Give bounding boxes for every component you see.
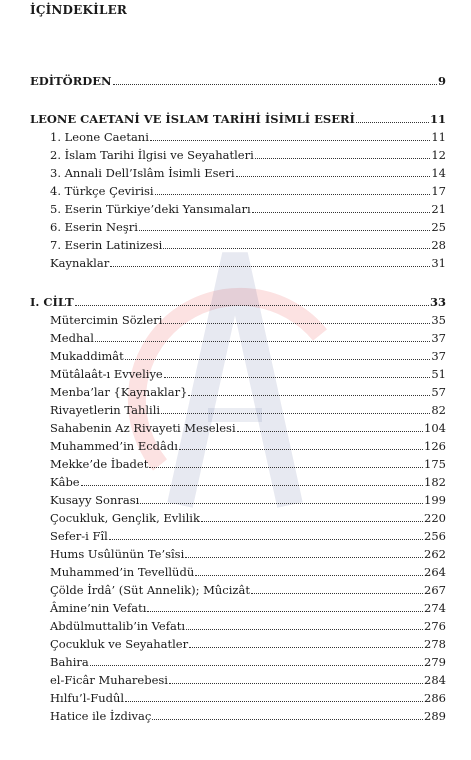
dot-leader bbox=[125, 359, 431, 360]
toc-entry[interactable] bbox=[50, 545, 446, 561]
toc-page-number: 289 bbox=[424, 709, 446, 723]
toc-page-number: 25 bbox=[431, 220, 446, 234]
toc-page-number: 35 bbox=[431, 313, 446, 327]
toc-page-number: 82 bbox=[431, 403, 446, 417]
toc-page-number: 274 bbox=[424, 601, 446, 615]
toc-entry[interactable] bbox=[50, 707, 446, 723]
toc-entry-label: 2. İslam Tarihi İlgisi ve Seyahatleri bbox=[50, 148, 254, 162]
toc-page-number: 14 bbox=[431, 166, 446, 180]
toc-page-number: 220 bbox=[424, 511, 446, 525]
dot-leader bbox=[236, 176, 431, 177]
toc-page-number: 31 bbox=[431, 256, 446, 270]
toc-page-number: 28 bbox=[431, 238, 446, 252]
toc-entry-label: 3. Annali Dell’Islâm İsimli Eseri bbox=[50, 166, 235, 180]
dot-leader bbox=[169, 683, 423, 684]
toc-entry[interactable] bbox=[50, 383, 446, 399]
toc-entry[interactable] bbox=[50, 347, 446, 363]
toc-entry[interactable] bbox=[50, 419, 446, 435]
toc-entry[interactable] bbox=[50, 437, 446, 453]
dot-leader bbox=[252, 212, 431, 213]
toc-page-number: 278 bbox=[424, 637, 446, 651]
dot-leader bbox=[81, 485, 423, 486]
dot-leader bbox=[251, 593, 423, 594]
toc-entry[interactable] bbox=[50, 527, 446, 543]
toc-page-number: 256 bbox=[424, 529, 446, 543]
dot-leader bbox=[255, 158, 431, 159]
dot-leader bbox=[188, 395, 430, 396]
dot-leader bbox=[75, 305, 429, 306]
dot-leader bbox=[113, 84, 437, 85]
toc-entry[interactable] bbox=[50, 329, 446, 345]
toc-entry-label: Medhal bbox=[50, 331, 94, 345]
toc-entry-label: 5. Eserin Türkiye’deki Yansımaları bbox=[50, 202, 251, 216]
toc-entry-label: Bahira bbox=[50, 655, 89, 669]
toc-entry[interactable] bbox=[50, 581, 446, 597]
toc-page-number: 264 bbox=[424, 565, 446, 579]
toc-entry[interactable] bbox=[50, 509, 446, 525]
dot-leader bbox=[195, 575, 423, 576]
toc-page-number: 262 bbox=[424, 547, 446, 561]
toc-entry-label: Çocukluk ve Seyahatler bbox=[50, 637, 189, 651]
toc-page-number: 276 bbox=[424, 619, 446, 633]
toc-entry[interactable] bbox=[50, 671, 446, 687]
toc-entry[interactable] bbox=[50, 617, 446, 633]
toc-entry[interactable] bbox=[50, 254, 446, 270]
toc-entry[interactable] bbox=[50, 128, 446, 144]
page-title: İÇİNDEKİLER bbox=[30, 3, 128, 17]
toc-entry-label: Sahabenin Az Rivayeti Meselesi bbox=[50, 421, 236, 435]
dot-leader bbox=[110, 266, 430, 267]
toc-entry-label: Kusayy Sonrası bbox=[50, 493, 140, 507]
toc-page-number: 21 bbox=[431, 202, 446, 216]
toc-entry-label: Sefer-i Fîl bbox=[50, 529, 108, 543]
dot-leader bbox=[164, 377, 431, 378]
toc-section-heading[interactable] bbox=[30, 72, 446, 88]
toc-page-number: 57 bbox=[431, 385, 446, 399]
toc-entry[interactable] bbox=[50, 401, 446, 417]
dot-leader bbox=[179, 449, 423, 450]
toc-entry[interactable] bbox=[50, 146, 446, 162]
toc-page-number: 104 bbox=[424, 421, 446, 435]
toc-page-number: 9 bbox=[437, 74, 446, 88]
toc-entry-label: I. CİLT bbox=[30, 295, 74, 309]
toc-page-number: 12 bbox=[431, 148, 446, 162]
dot-leader bbox=[189, 647, 423, 648]
toc-entry-label: 6. Eserin Neşri bbox=[50, 220, 138, 234]
toc-entry[interactable] bbox=[50, 635, 446, 651]
toc-page-number: 267 bbox=[424, 583, 446, 597]
dot-leader bbox=[163, 248, 430, 249]
toc-page-number: 17 bbox=[431, 184, 446, 198]
toc-page-number: 286 bbox=[424, 691, 446, 705]
dot-leader bbox=[152, 719, 423, 720]
toc-entry-label: Çölde İrdâ’ (Süt Annelik); Mûcizât bbox=[50, 583, 250, 597]
toc-entry-label: Abdülmuttalib’in Vefatı bbox=[50, 619, 186, 633]
toc-entry-label: Kaynaklar bbox=[50, 256, 110, 270]
toc-entry[interactable] bbox=[50, 164, 446, 180]
toc-page-number: 33 bbox=[429, 295, 446, 309]
toc-entry-label: Âmine’nin Vefatı bbox=[50, 601, 147, 615]
toc-entry[interactable] bbox=[50, 599, 446, 615]
dot-leader bbox=[109, 539, 423, 540]
dot-leader bbox=[356, 122, 429, 123]
toc-entry-label: Muhammed’in Tevellüdü bbox=[50, 565, 195, 579]
toc-page-number: 284 bbox=[424, 673, 446, 687]
dot-leader bbox=[149, 467, 423, 468]
toc-entry[interactable] bbox=[50, 491, 446, 507]
toc-entry[interactable] bbox=[50, 653, 446, 669]
toc-entry[interactable] bbox=[50, 218, 446, 234]
toc-entry-label: Hatice ile İzdivaç bbox=[50, 709, 152, 723]
dot-leader bbox=[147, 611, 423, 612]
toc-page-number: 11 bbox=[431, 130, 446, 144]
toc-entry-label: Muhammed’in Ecdâdı bbox=[50, 439, 178, 453]
toc-entry-label: Mukaddimât bbox=[50, 349, 124, 363]
toc-entry-label: Mütercimin Sözleri bbox=[50, 313, 163, 327]
toc-entry-label: Menba’lar {Kaynaklar} bbox=[50, 385, 188, 399]
dot-leader bbox=[161, 413, 430, 414]
dot-leader bbox=[155, 194, 431, 195]
toc-page-number: 126 bbox=[424, 439, 446, 453]
toc-page-number: 37 bbox=[431, 331, 446, 345]
dot-leader bbox=[201, 521, 423, 522]
toc-entry-label: Rivayetlerin Tahlili bbox=[50, 403, 161, 417]
toc-entry[interactable] bbox=[50, 200, 446, 216]
toc-entry-label: Kâbe bbox=[50, 475, 80, 489]
toc-entry[interactable] bbox=[50, 473, 446, 489]
toc-entry[interactable] bbox=[50, 563, 446, 579]
dot-leader bbox=[90, 665, 423, 666]
toc-entry-label: EDİTÖRDEN bbox=[30, 74, 112, 88]
toc-entry-label: LEONE CAETANİ VE İSLAM TARİHİ İSİMLİ ESERİ bbox=[30, 112, 355, 126]
toc-section-heading[interactable] bbox=[30, 110, 446, 126]
toc-entry-label: 7. Eserin Latinizesi bbox=[50, 238, 163, 252]
toc-entry-label: Hums Usûlünün Te’sîsi bbox=[50, 547, 185, 561]
toc-page-number: 199 bbox=[424, 493, 446, 507]
toc-page-number: 11 bbox=[429, 112, 446, 126]
dot-leader bbox=[140, 503, 423, 504]
dot-leader bbox=[237, 431, 423, 432]
toc-page-number: 51 bbox=[431, 367, 446, 381]
toc-entry-label: el-Ficâr Muharebesi bbox=[50, 673, 168, 687]
toc-entry-label: 1. Leone Caetani bbox=[50, 130, 149, 144]
toc-entry[interactable] bbox=[50, 236, 446, 252]
toc-entry[interactable] bbox=[50, 455, 446, 471]
toc-entry[interactable] bbox=[50, 182, 446, 198]
dot-leader bbox=[95, 341, 430, 342]
toc-entry[interactable] bbox=[50, 365, 446, 381]
toc-page-number: 182 bbox=[424, 475, 446, 489]
toc-section-heading[interactable] bbox=[30, 293, 446, 309]
toc-entry-label: 4. Türkçe Çevirisi bbox=[50, 184, 154, 198]
dot-leader bbox=[163, 323, 430, 324]
toc-entry[interactable] bbox=[50, 311, 446, 327]
toc-page-number: 37 bbox=[431, 349, 446, 363]
dot-leader bbox=[139, 230, 430, 231]
toc-entry-label: Mekke’de İbadet bbox=[50, 457, 149, 471]
toc-entry[interactable] bbox=[50, 689, 446, 705]
dot-leader bbox=[185, 557, 423, 558]
toc-page-number: 175 bbox=[424, 457, 446, 471]
toc-entry-label: Hılfu’l-Fudûl bbox=[50, 691, 125, 705]
dot-leader bbox=[125, 701, 423, 702]
toc-page-number: 279 bbox=[424, 655, 446, 669]
dot-leader bbox=[186, 629, 423, 630]
toc-entry-label: Çocukluk, Gençlik, Evlilik bbox=[50, 511, 200, 525]
toc-entry-label: Mütâlaât-ı Evveliye bbox=[50, 367, 163, 381]
dot-leader bbox=[150, 140, 430, 141]
